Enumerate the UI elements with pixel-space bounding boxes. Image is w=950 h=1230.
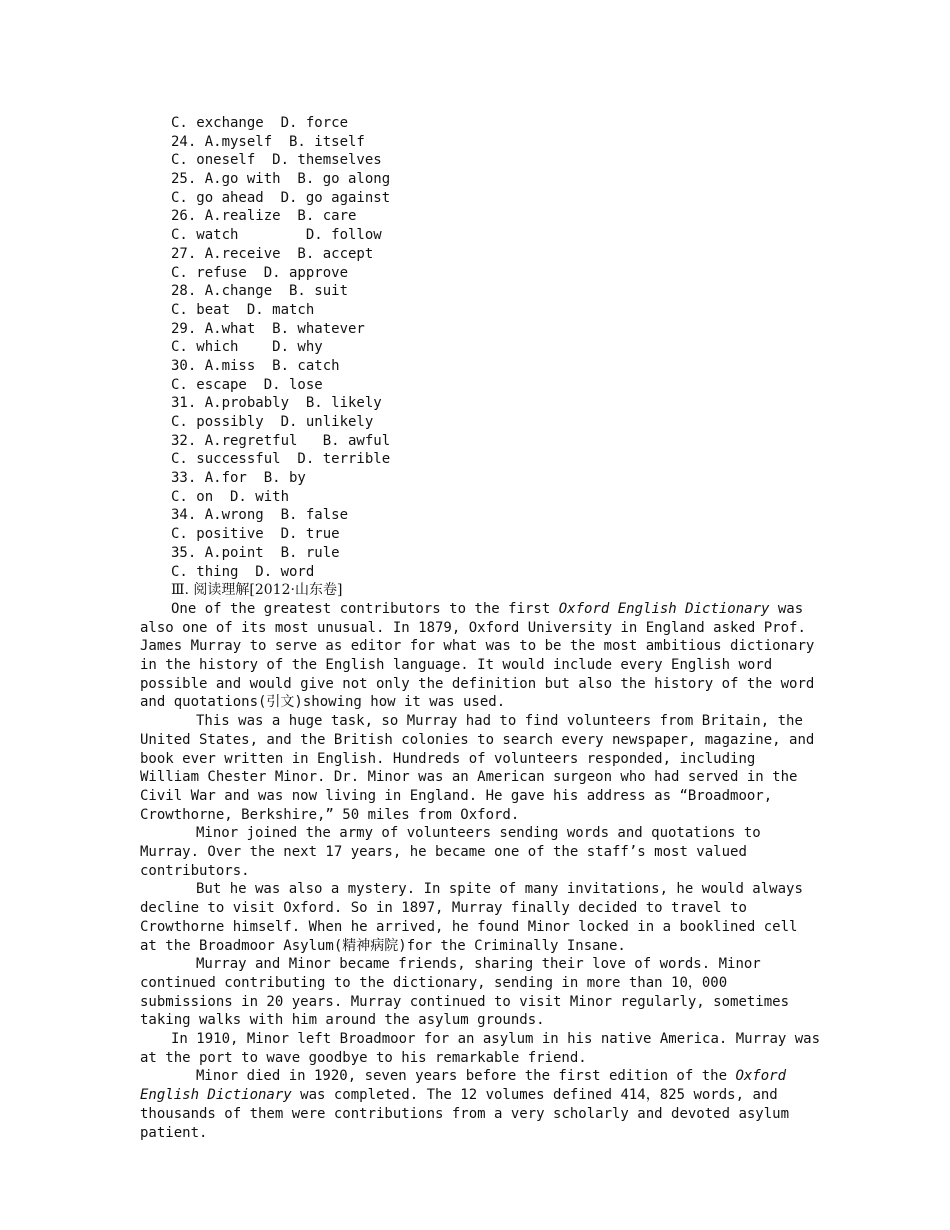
option-line: 31. A.probably B. likely	[171, 395, 382, 412]
option-line: C. on D. with	[171, 488, 290, 505]
option-line: 30. A.miss B. catch	[171, 357, 340, 374]
passage-paragraph-3: Minor joined the army of volunteers sending words and quotations to Murray. Over the next 17 years, he became one of the staff’s most valued contributors.	[140, 825, 761, 879]
reading-passage	[140, 600, 820, 1142]
option-line: 34. A.wrong B. false	[171, 507, 349, 524]
passage-paragraph-6: In 1910, Minor left Broadmoor for an asylum in his native America. Murray was at the port to wave goodbye to his remarkable friend.	[140, 1031, 821, 1066]
option-line: C. thing D. word	[171, 563, 315, 580]
option-line: C. possibly D. unlikely	[171, 414, 374, 430]
option-line: C. successful D. terrible	[171, 451, 391, 468]
option-line: 24. A.myself B. itself	[171, 133, 365, 150]
option-line: 32. A.regretful B. awful	[171, 432, 391, 449]
dictionary-title: Oxford English Dictionary	[558, 600, 770, 617]
passage-paragraph-4: But he was also a mystery. In spite of many invitations, he would always decline to visit Oxford. So in 1897, Murray finally decided to travel to Crowthorne himself. When he arrived, he found Minor locked in a booklined cell at the Broadmoor Asylum(精神病院)for the Criminally Insane.	[140, 881, 803, 954]
option-line: 35. A.point B. rule	[171, 544, 340, 561]
option-line: 29. A.what B. whatever	[171, 320, 365, 337]
passage-paragraph-7: Minor died in 1920, seven years before the first edition of the Oxford English Dictionary was completed. The 12 volumes defined 414，825 words, and thousands of them were contributions from a very scholarly and devoted asylum patient.	[140, 1068, 790, 1141]
option-line: 27. A.receive B. accept	[171, 245, 374, 262]
option-line: C. beat D. match	[171, 301, 315, 318]
option-line: 26. A.realize B. care	[171, 208, 357, 225]
option-line: C. escape D. lose	[171, 376, 323, 393]
option-line: C. watch D. follow	[171, 227, 382, 244]
section-heading: Ⅲ. 阅读理解[2012·山东卷]	[171, 582, 343, 599]
passage-paragraph-1: One of the greatest contributors to the first Oxford English Dictionary was also one of its most unusual. In 1879, Oxford University in England asked Prof. James Murray to serve as editor for what was to be the most ambitious dictionary in the history of the English language. It would include every English word possible and would give not only the definition but also the history of the word and quotations(引文)showing how it was used.	[140, 600, 815, 711]
passage-paragraph-2: This was a huge task, so Murray had to find volunteers from Britain, the United States, and the British colonies to search every newspaper, magazine, and book ever written in English. Hundreds of volunteers responded, including William Chester Minor. Dr. Minor was an American surgeon who had served in the Civil War and was now living in England. He gave his address as “Broadmoor, Crowthorne, Berkshire,” 50 miles from Oxford.	[140, 713, 815, 823]
option-line: C. go ahead D. go against	[171, 189, 391, 206]
document-page	[140, 114, 820, 1142]
answer-options-list	[140, 114, 820, 581]
option-line: C. exchange D. force	[171, 115, 349, 131]
passage-paragraph-5: Murray and Minor became friends, sharing their love of words. Minor continued contributing to the dictionary, sending in more than 10，000 submissions in 20 years. Murray continued to visit Minor regularly, sometimes taking walks with him around the asylum grounds.	[140, 956, 790, 1029]
option-line: C. positive D. true	[171, 526, 340, 543]
option-line: 33. A.for B. by	[171, 470, 306, 487]
dictionary-title: Oxford English Dictionary	[140, 1068, 787, 1104]
option-line: C. refuse D. approve	[171, 264, 349, 281]
option-line: C. which D. why	[171, 339, 323, 356]
option-line: 28. A.change B. suit	[171, 283, 349, 300]
option-line: 25. A.go with B. go along	[171, 171, 391, 188]
option-line: C. oneself D. themselves	[171, 152, 382, 169]
